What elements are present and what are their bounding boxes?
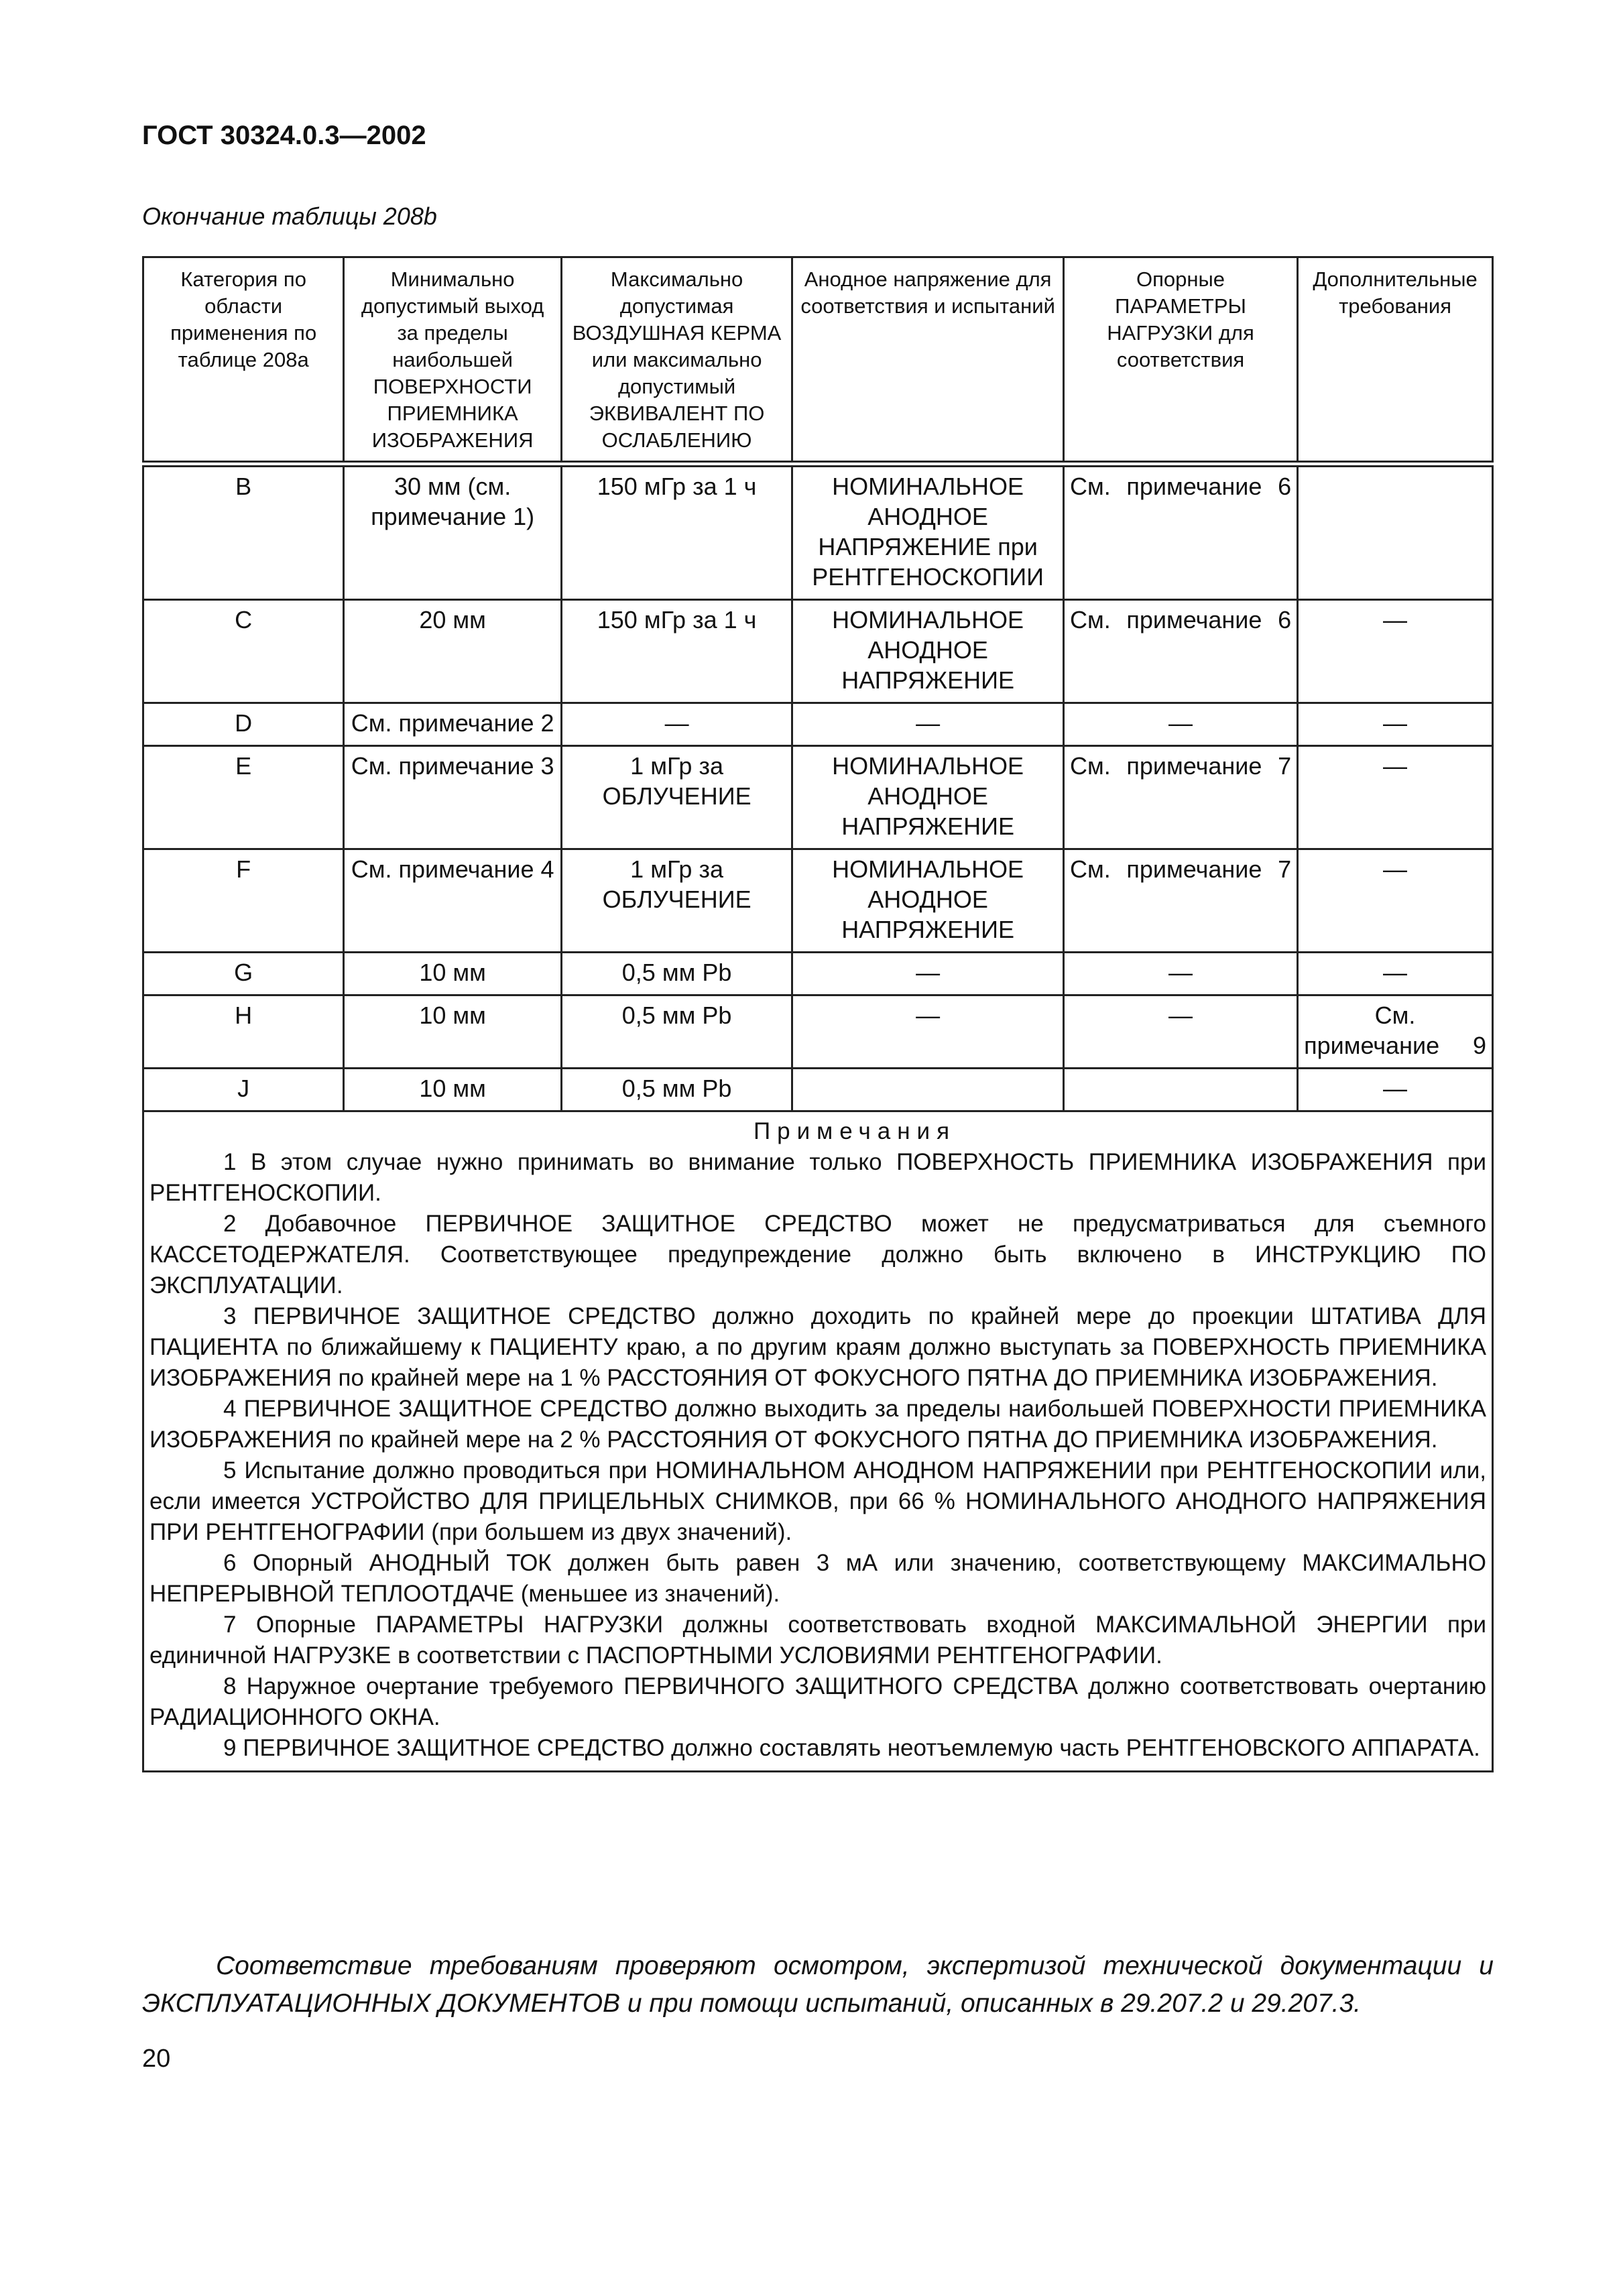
table-cell: H bbox=[143, 995, 344, 1069]
table-row bbox=[143, 953, 1493, 995]
table-cell: 0,5 мм Pb bbox=[561, 995, 792, 1069]
requirements-table bbox=[142, 256, 1494, 1772]
table-cell: См. примечание 7 bbox=[1063, 746, 1297, 849]
table-row bbox=[143, 995, 1493, 1069]
table-cell: 1 мГр за ОБЛУЧЕНИЕ bbox=[561, 746, 792, 849]
table-cell: НОМИНАЛЬНОЕ АНОДНОЕ НАПРЯЖЕНИЕ bbox=[792, 600, 1064, 703]
table-cell: НОМИНАЛЬНОЕ АНОДНОЕ НАПРЯЖЕНИЕ bbox=[792, 746, 1064, 849]
header-anode-voltage: Анодное напряжение для соответствия и испытаний bbox=[792, 257, 1064, 465]
table-cell: — bbox=[1298, 953, 1493, 995]
note-1: 1 В этом случае нужно принимать во внимание только ПОВЕРХНОСТЬ ПРИЕМНИКА ИЗОБРАЖЕНИЯ при РЕНТГЕНОСКОПИИ. bbox=[149, 1149, 1486, 1206]
table-cell: B bbox=[143, 464, 344, 600]
table-cell: См. примечание 2 bbox=[344, 703, 562, 746]
table-cell: — bbox=[1063, 703, 1297, 746]
table-cell: — bbox=[1298, 746, 1493, 849]
table-cell: 1 мГр за ОБЛУЧЕНИЕ bbox=[561, 849, 792, 953]
table-cell: 30 мм (см. примечание 1) bbox=[344, 464, 562, 600]
table-cell bbox=[1063, 1069, 1297, 1111]
table-cell: D bbox=[143, 703, 344, 746]
table-cell: 0,5 мм Pb bbox=[561, 953, 792, 995]
note-4: 4 ПЕРВИЧНОЕ ЗАЩИТНОЕ СРЕДСТВО должно выходить за пределы наибольшей ПОВЕРХНОСТИ ПРИЕМНИКА ИЗОБРАЖЕНИЯ по крайней мере на 2 % РАССТОЯНИЯ ОТ ФОКУСНОГО ПЯТНА ДО ПРИЕМНИКА ИЗОБРАЖЕНИЯ. bbox=[149, 1396, 1486, 1453]
header-min-extent: Минимально допустимый выход за пределы наибольшей ПОВЕРХНОСТИ ПРИЕМНИКА ИЗОБРАЖЕНИЯ bbox=[344, 257, 562, 465]
notes-row bbox=[143, 1111, 1493, 1772]
page-number: 20 bbox=[142, 2045, 171, 2073]
header-load-params: Опорные ПАРАМЕТРЫ НАГРУЗКИ для соответствия bbox=[1063, 257, 1297, 465]
table-cell: 10 мм bbox=[344, 995, 562, 1069]
note-9: 9 ПЕРВИЧНОЕ ЗАЩИТНОЕ СРЕДСТВО должно составлять неотъемлемую часть РЕНТГЕНОВСКОГО АППАРАТА. bbox=[223, 1735, 1480, 1761]
header-additional: Дополнительные требования bbox=[1298, 257, 1493, 465]
header-category: Категория по области применения по таблице 208а bbox=[143, 257, 344, 465]
table-cell: 10 мм bbox=[344, 953, 562, 995]
table-row bbox=[143, 600, 1493, 703]
header-max-kerma: Максимально допустимая ВОЗДУШНАЯ КЕРМА или максимально допустимый ЭКВИВАЛЕНТ ПО ОСЛАБЛЕНИЮ bbox=[561, 257, 792, 465]
table-cell: — bbox=[792, 995, 1064, 1069]
note-7: 7 Опорные ПАРАМЕТРЫ НАГРУЗКИ должны соответствовать входной МАКСИМАЛЬНОЙ ЭНЕРГИИ при единичной НАГРУЗКЕ в соответствии с ПАСПОРТНЫМИ УСЛОВИЯМИ РЕНТГЕНОГРАФИИ. bbox=[149, 1612, 1486, 1669]
table-cell: — bbox=[1298, 703, 1493, 746]
table-row bbox=[143, 849, 1493, 953]
table-cell: 10 мм bbox=[344, 1069, 562, 1111]
table-header-row bbox=[143, 257, 1493, 465]
table-cell: — bbox=[1298, 849, 1493, 953]
table-cell: J bbox=[143, 1069, 344, 1111]
document-header: ГОСТ 30324.0.3—2002 bbox=[142, 121, 426, 150]
note-2: 2 Добавочное ПЕРВИЧНОЕ ЗАЩИТНОЕ СРЕДСТВО может не предусматриваться для съемного КАССЕТОДЕРЖАТЕЛЯ. Соответствующее предупреждение должно быть включено в ИНСТРУКЦИЮ ПО ЭКСПЛУАТАЦИИ. bbox=[149, 1211, 1486, 1298]
table-row bbox=[143, 464, 1493, 600]
note-8: 8 Наружное очертание требуемого ПЕРВИЧНОГО ЗАЩИТНОГО СРЕДСТВА должно соответствовать очертанию РАДИАЦИОННОГО ОКНА. bbox=[149, 1673, 1486, 1730]
note-6: 6 Опорный АНОДНЫЙ ТОК должен быть равен 3 мА или значению, соответствующему МАКСИМАЛЬНО НЕПРЕРЫВНОЙ ТЕПЛООТДАЧЕ (меньшее из значений). bbox=[149, 1550, 1486, 1607]
table-cell: — bbox=[1298, 600, 1493, 703]
table-cell: G bbox=[143, 953, 344, 995]
notes-title: Примечания bbox=[753, 1118, 957, 1144]
table-cell: 150 мГр за 1 ч bbox=[561, 600, 792, 703]
table-cell: НОМИНАЛЬНОЕ АНОДНОЕ НАПРЯЖЕНИЕ при РЕНТГЕНОСКОПИИ bbox=[792, 464, 1064, 600]
table-row bbox=[143, 703, 1493, 746]
table-cell: См. примечание 6 bbox=[1063, 464, 1297, 600]
table-cell: 150 мГр за 1 ч bbox=[561, 464, 792, 600]
notes-block bbox=[143, 1111, 1493, 1772]
table-cell: — bbox=[792, 953, 1064, 995]
conformity-statement: Соответствие требованиям проверяют осмотром, экспертизой технической документации и ЭКСПЛУАТАЦИОННЫХ ДОКУМЕНТОВ и при помощи испытаний, описанных в 29.207.2 и 29.207.3. bbox=[142, 1951, 1494, 2018]
table-cell: C bbox=[143, 600, 344, 703]
note-5: 5 Испытание должно проводиться при НОМИНАЛЬНОМ АНОДНОМ НАПРЯЖЕНИИ при РЕНТГЕНОСКОПИИ или, если имеется УСТРОЙСТВО ДЛЯ ПРИЦЕЛЬНЫХ СНИМКОВ, при 66 % НОМИНАЛЬНОГО АНОДНОГО НАПРЯЖЕНИЯ ПРИ РЕНТГЕНОГРАФИИ (при большем из двух значений). bbox=[149, 1457, 1486, 1545]
table-cell: E bbox=[143, 746, 344, 849]
table-cell: — bbox=[1063, 953, 1297, 995]
table-cell: — bbox=[1298, 1069, 1493, 1111]
table-row bbox=[143, 1069, 1493, 1111]
table-cell: 20 мм bbox=[344, 600, 562, 703]
table-cell: 0,5 мм Pb bbox=[561, 1069, 792, 1111]
table-cell: — bbox=[792, 703, 1064, 746]
table-cell: См. примечание 3 bbox=[344, 746, 562, 849]
table-cell: — bbox=[561, 703, 792, 746]
table-cell bbox=[792, 1069, 1064, 1111]
table-cell: См. примечание 4 bbox=[344, 849, 562, 953]
table-caption: Окончание таблицы 208b bbox=[142, 202, 437, 230]
table-cell: См. примечание 9 bbox=[1298, 995, 1493, 1069]
table-cell: См. примечание 7 bbox=[1063, 849, 1297, 953]
table-cell: См. примечание 6 bbox=[1063, 600, 1297, 703]
table-cell: F bbox=[143, 849, 344, 953]
table-cell: — bbox=[1063, 995, 1297, 1069]
table-cell: НОМИНАЛЬНОЕ АНОДНОЕ НАПРЯЖЕНИЕ bbox=[792, 849, 1064, 953]
note-3: 3 ПЕРВИЧНОЕ ЗАЩИТНОЕ СРЕДСТВО должно доходить по крайней мере до проекции ШТАТИВА ДЛЯ ПАЦИЕНТА по ближайшему к ПАЦИЕНТУ краю, а по другим краям должно выступать за ПОВЕРХНОСТЬ ПРИЕМНИКА ИЗОБРАЖЕНИЯ по крайней мере на 1 % РАССТОЯНИЯ ОТ ФОКУСНОГО ПЯТНА ДО ПРИЕМНИКА ИЗОБРАЖЕНИЯ. bbox=[149, 1303, 1486, 1391]
table-row bbox=[143, 746, 1493, 849]
table-cell bbox=[1298, 464, 1493, 600]
